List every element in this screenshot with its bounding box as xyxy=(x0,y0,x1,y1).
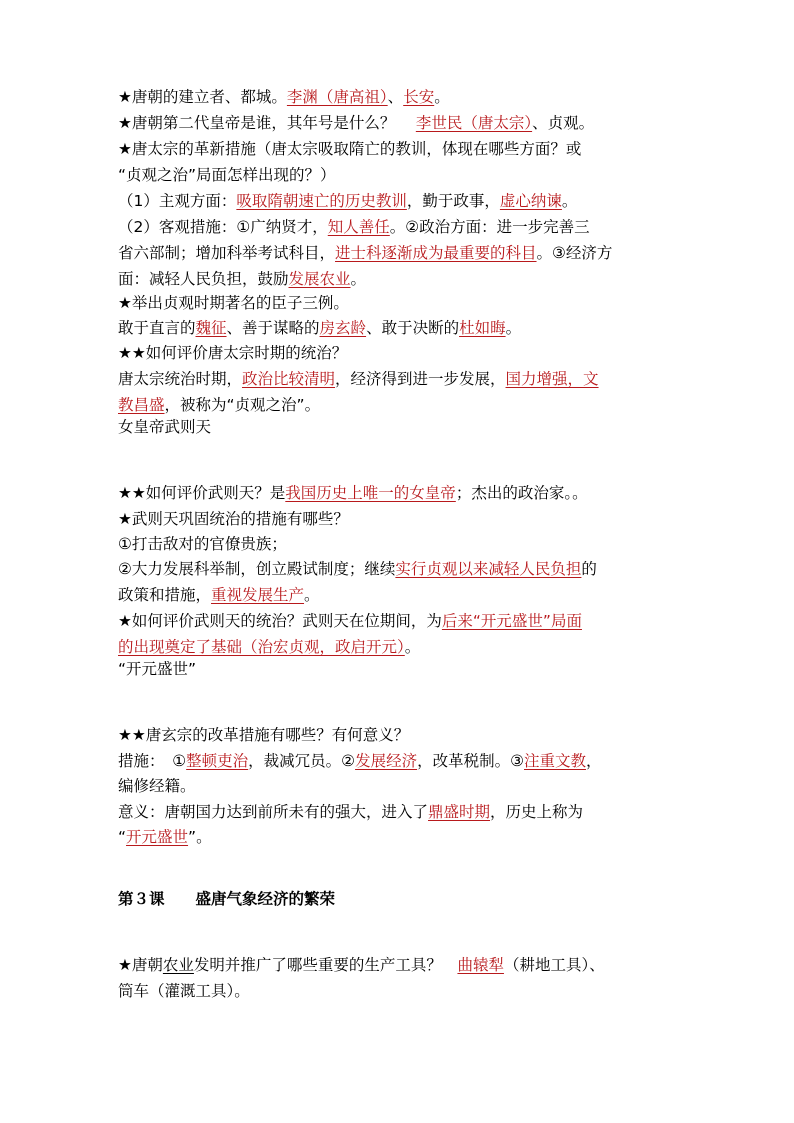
body-text: 面：减轻人民负担，鼓励 xyxy=(118,270,289,288)
body-text: ★★如何评价武则天？是 xyxy=(118,484,286,502)
text-line xyxy=(118,216,590,238)
answer-text: 重视发展生产 xyxy=(211,586,305,604)
text-line xyxy=(118,658,196,680)
text-line xyxy=(118,138,581,160)
body-text: “贞观之治”局面怎样出现的？） xyxy=(118,166,336,184)
answer-text: 杜如晦 xyxy=(459,319,506,337)
answer-text: 教昌盛 xyxy=(118,396,165,414)
answer-text: 的出现奠定了基础（治宏贞观，政启开元） xyxy=(118,638,405,656)
answer-text: 魏征 xyxy=(195,319,227,337)
text-line xyxy=(118,317,521,339)
text-line xyxy=(118,533,287,555)
text-line xyxy=(118,775,196,797)
answer-text: 李渊（唐高祖） xyxy=(286,88,388,106)
body-text: ★唐朝的建立者、都城。 xyxy=(118,88,287,106)
answer-text: 国力增强，文 xyxy=(505,370,599,388)
body-text: 唐太宗统治时期， xyxy=(118,370,243,388)
text-line xyxy=(118,508,349,530)
answer-text: 实行贞观以来减轻人民负担 xyxy=(395,560,582,578)
text-line xyxy=(118,394,320,416)
body-text: 。②政治方面：进一步完善三 xyxy=(389,218,590,236)
answer-text: 李世民（唐太宗） xyxy=(415,114,533,132)
body-text: ，裁减冗员。② xyxy=(248,752,356,770)
answer-text: 房玄龄 xyxy=(319,319,367,337)
text-line xyxy=(118,292,349,314)
body-text: ，经济得到进一步发展， xyxy=(335,370,506,388)
answer-text: 政治比较清明 xyxy=(242,370,336,388)
text-line xyxy=(118,482,588,504)
answer-text: 长安 xyxy=(403,88,435,106)
answer-text: 后来“开元盛世”局面 xyxy=(441,612,582,630)
answer-text: 吸取隋朝速亡的历史教训 xyxy=(236,192,407,210)
body-text: ，被称为“贞观之治”。 xyxy=(164,396,321,414)
body-text: ①打击敌对的官僚贵族； xyxy=(118,535,287,553)
body-text: 措施： ① xyxy=(118,752,187,770)
text-line xyxy=(118,190,577,212)
body-text: 。 xyxy=(404,638,421,656)
text-line xyxy=(118,416,211,438)
section-heading: 第３课 盛唐气象经济的繁荣 xyxy=(118,890,336,908)
body-text: ，历史上称为 xyxy=(490,803,584,821)
body-text: 的 xyxy=(581,560,597,578)
body-text: 、贞观。 xyxy=(532,114,595,132)
body-text: 女皇帝武则天 xyxy=(118,418,212,436)
body-text: ★唐朝第二代皇帝是谁，其年号是什么？ xyxy=(118,114,416,132)
text-line xyxy=(118,610,582,632)
body-text: （耕地工具）、 xyxy=(503,956,605,974)
text-line xyxy=(118,954,605,976)
text-line xyxy=(118,112,594,134)
text-line xyxy=(118,826,212,848)
body-text: （2）客观措施：①广纳贤才， xyxy=(118,218,328,236)
text-line xyxy=(118,584,320,606)
text-line xyxy=(118,268,366,290)
answer-text: 注重文教 xyxy=(524,752,587,770)
text-line xyxy=(118,724,409,746)
body-text: ，勤于政事， xyxy=(406,192,500,210)
body-text: 。 xyxy=(505,319,522,337)
text-line xyxy=(118,750,602,772)
answer-text: 发展经济 xyxy=(355,752,418,770)
text-line xyxy=(118,368,599,390)
answer-text: 曲辕犁 xyxy=(457,956,504,974)
text-line xyxy=(118,558,597,580)
body-text: 、 xyxy=(387,88,404,106)
text-line xyxy=(118,801,583,823)
answer-text: 开元盛世 xyxy=(126,828,189,846)
body-text: ；杰出的政治家。。 xyxy=(455,484,588,502)
body-text: 。③经济方 xyxy=(536,244,613,262)
text-line xyxy=(118,242,612,264)
body-text: 。 xyxy=(561,192,578,210)
body-text: ★如何评价武则天的统治？武则天在位期间，为 xyxy=(118,612,442,630)
text-line xyxy=(118,980,250,1002)
answer-text: 我国历史上唯一的女皇帝 xyxy=(285,484,456,502)
text-line xyxy=(118,888,335,910)
answer-text: 发展农业 xyxy=(288,270,351,288)
text-line xyxy=(118,86,450,108)
text-line xyxy=(118,342,347,364)
body-text: “ xyxy=(118,828,127,846)
answer-text: 进士科逐渐成为最重要的科目 xyxy=(335,244,537,262)
body-text: 。 xyxy=(350,270,367,288)
body-text: 筒车（灌溉工具）。 xyxy=(118,982,250,1000)
body-text: ，改革税制。③ xyxy=(417,752,524,770)
text-line xyxy=(118,636,420,658)
body-text: ， xyxy=(586,752,602,770)
answer-text: 知人善任 xyxy=(327,218,390,236)
body-text: 省六部制；增加科举考试科目， xyxy=(118,244,336,262)
answer-text: 虚心纳谏 xyxy=(499,192,562,210)
body-text: ★唐朝 xyxy=(118,956,163,974)
body-text: “开元盛世” xyxy=(118,660,197,678)
body-text: ★唐太宗的革新措施（唐太宗吸取隋亡的教训，体现在哪些方面？或 xyxy=(118,140,582,158)
body-text: （1）主观方面： xyxy=(118,192,237,210)
body-text: ★举出贞观时期著名的臣子三例。 xyxy=(118,294,349,312)
body-text: 编修经籍。 xyxy=(118,777,196,795)
body-text: ★★如何评价唐太宗时期的统治？ xyxy=(118,344,348,362)
body-text: ★武则天巩固统治的措施有哪些？ xyxy=(118,510,349,528)
answer-text: 整顿吏治 xyxy=(186,752,249,770)
body-text: 、善于谋略的 xyxy=(226,319,320,337)
body-text: 意义：唐朝国力达到前所未有的强大，进入了 xyxy=(118,803,429,821)
body-text: 政策和措施， xyxy=(118,586,212,604)
body-text: ★★唐玄宗的改革措施有哪些？有何意义？ xyxy=(118,726,410,744)
body-text: 发明并推广了哪些重要的生产工具？ xyxy=(193,956,458,974)
underlined-text: 农业 xyxy=(162,956,194,974)
answer-text: 鼎盛时期 xyxy=(428,803,491,821)
body-text: 。 xyxy=(304,586,320,604)
body-text: 、敢于决断的 xyxy=(366,319,460,337)
body-text: 敢于直言的 xyxy=(118,319,196,337)
body-text: ”。 xyxy=(188,828,212,846)
body-text: 。 xyxy=(434,88,450,106)
body-text: ②大力发展科举制，创立殿试制度；继续 xyxy=(118,560,396,578)
text-line xyxy=(118,164,336,186)
